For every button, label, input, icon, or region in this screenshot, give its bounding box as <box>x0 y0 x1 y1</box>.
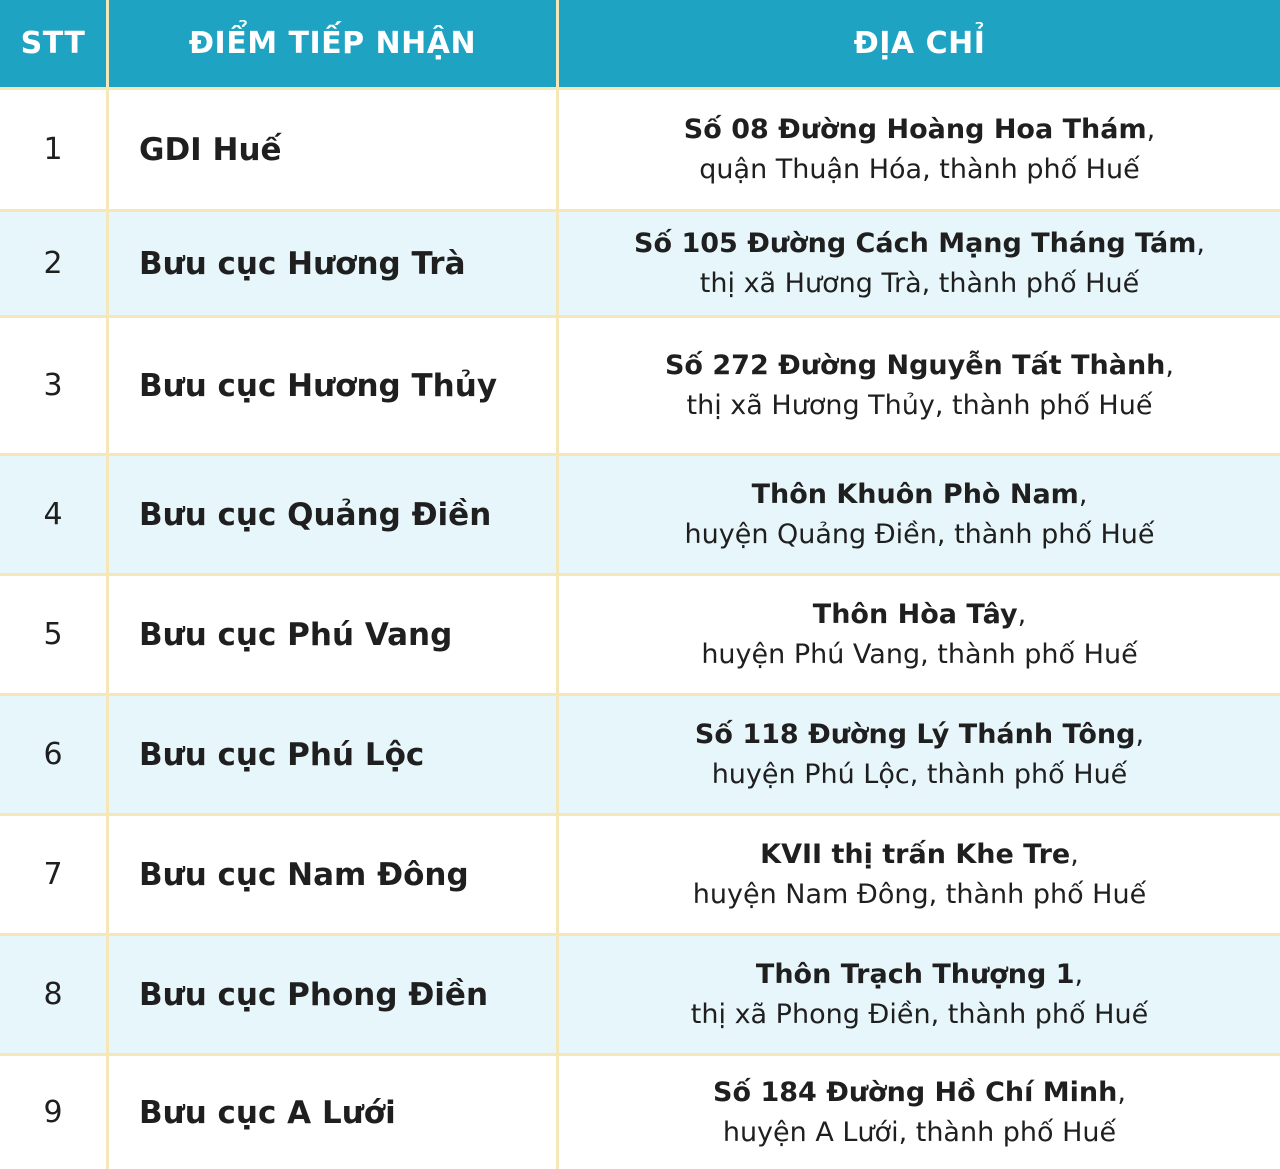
address-line1: Thôn Khuôn Phò Nam <box>751 478 1079 510</box>
table-row <box>0 1056 1280 1169</box>
row-address: Thôn Khuôn Phò Nam, huyện Quảng Điền, thành phố Huế <box>559 456 1280 573</box>
header-reception-point: ĐIỂM TIẾP NHẬN <box>109 0 559 87</box>
table-row <box>0 696 1280 816</box>
row-name: Bưu cục Phong Điền <box>109 936 559 1053</box>
row-stt: 5 <box>0 576 109 693</box>
address-line2: huyện A Lưới, thành phố Huế <box>722 1116 1117 1148</box>
row-stt: 6 <box>0 696 109 813</box>
table-row <box>0 456 1280 576</box>
address-line2: huyện Quảng Điền, thành phố Huế <box>684 518 1155 550</box>
header-address: ĐỊA CHỈ <box>853 26 986 61</box>
row-name: Bưu cục Phú Lộc <box>109 696 559 813</box>
address-line1: KVII thị trấn Khe Tre <box>760 838 1071 870</box>
row-stt: 3 <box>0 318 109 453</box>
row-name: Bưu cục Hương Trà <box>109 212 559 315</box>
address-line2: quận Thuận Hóa, thành phố Huế <box>699 153 1140 185</box>
address-line1: Thôn Trạch Thượng 1 <box>755 958 1075 990</box>
row-stt: 4 <box>0 456 109 573</box>
address-line2: thị xã Hương Trà, thành phố Huế <box>699 267 1140 299</box>
table-row <box>0 212 1280 318</box>
address-line2: huyện Nam Đông, thành phố Huế <box>692 878 1147 910</box>
row-name: Bưu cục Hương Thủy <box>109 318 559 453</box>
address-line2: huyện Phú Lộc, thành phố Huế <box>711 758 1128 790</box>
row-address: Thôn Hòa Tây, huyện Phú Vang, thành phố Huế <box>559 576 1280 693</box>
row-name: Bưu cục Quảng Điền <box>109 456 559 573</box>
table-row <box>0 936 1280 1056</box>
address-line2: huyện Phú Vang, thành phố Huế <box>701 638 1138 670</box>
row-address: KVII thị trấn Khe Tre, huyện Nam Đông, thành phố Huế <box>559 816 1280 933</box>
address-line1: Số 105 Đường Cách Mạng Tháng Tám <box>634 227 1197 259</box>
row-address: Số 184 Đường Hồ Chí Minh, huyện A Lưới, thành phố Huế <box>559 1056 1280 1169</box>
address-line2: thị xã Hương Thủy, thành phố Huế <box>686 389 1153 421</box>
row-name: GDI Huế <box>109 90 559 209</box>
table-row <box>0 318 1280 456</box>
row-stt: 1 <box>0 90 109 209</box>
row-stt: 8 <box>0 936 109 1053</box>
table-row <box>0 576 1280 696</box>
address-line2: thị xã Phong Điền, thành phố Huế <box>690 998 1149 1030</box>
row-stt: 2 <box>0 212 109 315</box>
header-stt: STT <box>0 0 109 87</box>
row-name: Bưu cục Phú Vang <box>109 576 559 693</box>
address-line1: Thôn Hòa Tây <box>812 598 1018 630</box>
table-row <box>0 90 1280 212</box>
table-row <box>0 816 1280 936</box>
row-address: Số 272 Đường Nguyễn Tất Thành, thị xã Hương Thủy, thành phố Huế <box>559 318 1280 453</box>
address-line1: Số 184 Đường Hồ Chí Minh <box>713 1076 1118 1108</box>
address-line1: Số 272 Đường Nguyễn Tất Thành <box>664 349 1166 381</box>
row-name: Bưu cục A Lưới <box>109 1056 559 1169</box>
row-stt: 7 <box>0 816 109 933</box>
address-line1: Số 08 Đường Hoàng Hoa Thám <box>683 113 1147 145</box>
row-stt: 9 <box>0 1056 109 1169</box>
row-name: Bưu cục Nam Đông <box>109 816 559 933</box>
address-line1: Số 118 Đường Lý Thánh Tông <box>694 718 1136 750</box>
row-address: Số 118 Đường Lý Thánh Tông, huyện Phú Lộc, thành phố Huế <box>559 696 1280 813</box>
table-header <box>0 0 1280 90</box>
row-address: Số 08 Đường Hoàng Hoa Thám, quận Thuận Hóa, thành phố Huế <box>559 90 1280 209</box>
row-address: Số 105 Đường Cách Mạng Tháng Tám, thị xã Hương Trà, thành phố Huế <box>559 212 1280 315</box>
row-address: Thôn Trạch Thượng 1, thị xã Phong Điền, thành phố Huế <box>559 936 1280 1053</box>
